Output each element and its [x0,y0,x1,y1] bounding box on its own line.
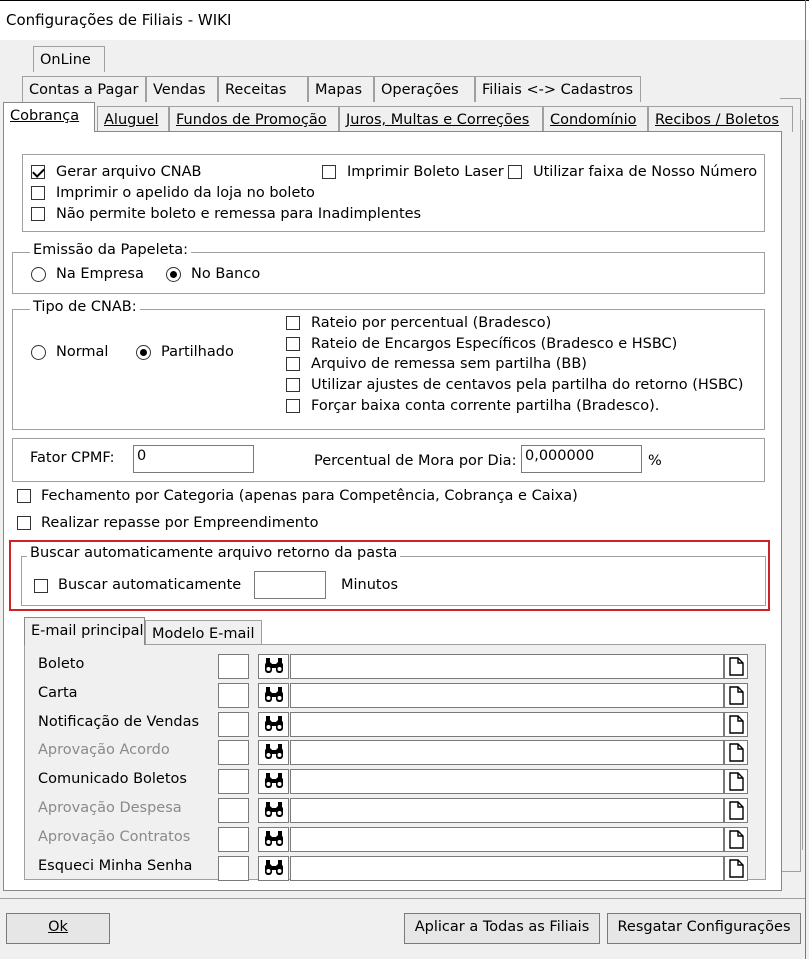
email-name-field[interactable] [290,712,724,737]
email-row-label: Boleto [38,656,85,672]
new-document-icon[interactable] [724,740,748,765]
tab-operacoes[interactable] [374,76,475,102]
tab-juros-multas[interactable] [339,106,543,132]
fator-cpmf-label: Fator CPMF: [30,450,115,466]
tab-recibos-boletos[interactable] [648,106,793,132]
minutos-label: Minutos [341,577,399,593]
window-right-border [805,0,806,959]
normal-label: Normal [56,344,109,360]
tab-label: Receitas [225,82,287,98]
tab-modelo-email[interactable] [145,620,262,644]
footer-divider [0,898,805,899]
binoculars-icon[interactable] [258,856,289,881]
partilhado-label: Partilhado [161,344,234,360]
email-code-input[interactable] [218,712,249,737]
tab-vendas[interactable] [146,76,218,102]
tab-label: Modelo E-mail [152,626,255,642]
remessa-sem-partilha-checkbox[interactable] [286,357,300,371]
buscar-automaticamente-label: Buscar automaticamente [58,577,242,593]
email-row-label: Aprovação Contratos [38,828,191,845]
resgatar-configuracoes-button[interactable] [607,913,801,944]
partilhado-radio[interactable] [136,345,151,360]
window-titlebar [0,0,809,40]
tab-label: Cobrança [10,108,80,124]
forcar-baixa-label: Forçar baixa conta corrente partilha (Bradesco). [311,398,660,414]
tab-label: Filiais <-> Cadastros [482,82,633,98]
mora-unit: % [648,453,662,469]
tab-label: Vendas [153,82,206,98]
tab-cobranca[interactable] [3,102,95,132]
faixa-nosso-numero-label: Utilizar faixa de Nosso Número [533,164,758,180]
email-name-field[interactable] [290,769,724,794]
nao-permite-inadimplentes-label: Não permite boleto e remessa para Inadimplentes [56,206,422,222]
email-row-label: Comunicado Boletos [38,771,187,788]
repasse-empreendimento-checkbox[interactable] [17,516,31,530]
rateio-encargos-label: Rateio de Encargos Específicos (Bradesco e HSBC) [311,336,678,352]
tab-online-label: OnLine [40,52,91,68]
binoculars-icon[interactable] [258,740,289,765]
minutos-input[interactable] [254,571,326,599]
binoculars-icon[interactable] [258,769,289,794]
new-document-icon[interactable] [724,712,748,737]
new-document-icon[interactable] [724,769,748,794]
email-code-input[interactable] [218,856,249,881]
email-name-field[interactable] [290,856,724,881]
aplicar-label: Aplicar a Todas as Filiais [414,919,590,935]
normal-radio[interactable] [31,345,46,360]
tab-label: Juros, Multas e Correções [346,112,530,128]
tab-contas-a-pagar[interactable] [22,76,146,102]
fechamento-categoria-checkbox[interactable] [17,489,31,503]
tab-filiais-cadastros[interactable] [475,76,641,102]
tab-label: E-mail principal [31,623,144,639]
faixa-nosso-numero-checkbox[interactable] [508,165,522,179]
fechamento-categoria-label: Fechamento por Categoria (apenas para Competência, Cobrança e Caixa) [41,488,578,504]
email-row-label: Carta [38,684,78,701]
forcar-baixa-checkbox[interactable] [286,399,300,413]
new-document-icon[interactable] [724,827,748,852]
binoculars-icon[interactable] [258,683,289,708]
tab-label: Fundos de Promoção [176,112,327,128]
tab-mapas[interactable] [308,76,374,102]
email-name-field[interactable] [290,740,724,765]
no-banco-label: No Banco [191,266,261,282]
apelido-loja-label: Imprimir o apelido da loja no boleto [56,185,315,201]
tab-aluguel[interactable] [97,106,169,132]
tab-receitas[interactable] [218,76,308,102]
email-name-field[interactable] [290,683,724,708]
email-code-input[interactable] [218,654,249,679]
tab-fundos-promocao[interactable] [169,106,339,132]
gerar-cnab-checkbox[interactable] [31,165,45,179]
repasse-empreendimento-label: Realizar repasse por Empreendimento [41,515,319,531]
ajustes-centavos-checkbox[interactable] [286,378,300,392]
mora-label: Percentual de Mora por Dia: [314,453,517,469]
ok-button[interactable] [6,913,110,944]
tab-label: Contas a Pagar [29,82,139,98]
email-name-field[interactable] [290,798,724,823]
na-empresa-radio[interactable] [31,267,46,282]
apelido-loja-checkbox[interactable] [31,186,45,200]
rateio-encargos-checkbox[interactable] [286,337,300,351]
resgatar-label: Resgatar Configurações [617,919,791,935]
tab-label: Mapas [315,82,363,98]
remessa-sem-partilha-label: Arquivo de remessa sem partilha (BB) [311,356,587,372]
fator-cpmf-input[interactable]: 0 [133,445,254,473]
tab-online[interactable] [33,46,105,72]
ajustes-centavos-label: Utilizar ajustes de centavos pela partilha do retorno (HSBC) [311,377,744,393]
rateio-percentual-checkbox[interactable] [286,316,300,330]
email-name-field[interactable] [290,654,724,679]
email-row-label: Esqueci Minha Senha [38,857,193,874]
imprimir-laser-label: Imprimir Boleto Laser [347,164,504,180]
tab-panel-back-1 [790,120,803,850]
tab-email-principal[interactable] [24,617,145,645]
buscar-automaticamente-checkbox[interactable] [34,579,48,593]
imprimir-laser-checkbox[interactable] [322,165,336,179]
binoculars-icon[interactable] [258,654,289,679]
window-title: Configurações de Filiais - WIKI [6,11,232,29]
tab-label: Condomínio [550,112,637,128]
emissao-title: Emissão da Papeleta: [30,242,191,258]
email-code-input[interactable] [218,740,249,765]
aplicar-todas-button[interactable] [404,913,600,944]
tab-label: Aluguel [104,112,159,128]
new-document-icon[interactable] [724,683,748,708]
tab-label: Operações [381,82,459,98]
email-code-input[interactable] [218,769,249,794]
new-document-icon[interactable] [724,654,748,679]
binoculars-icon[interactable] [258,798,289,823]
tab-label: Recibos / Boletos [655,112,779,128]
email-code-input[interactable] [218,798,249,823]
new-document-icon[interactable] [724,798,748,823]
mora-input[interactable]: 0,000000 [521,445,642,473]
email-code-input[interactable] [218,683,249,708]
email-code-input[interactable] [218,827,249,852]
buscar-title: Buscar automaticamente arquivo retorno da pasta [27,545,400,561]
binoculars-icon[interactable] [258,712,289,737]
na-empresa-label: Na Empresa [56,266,144,282]
email-row-label: Aprovação Acordo [38,742,170,759]
email-row-label: Notificação de Vendas [38,713,200,730]
rateio-percentual-label: Rateio por percentual (Bradesco) [311,315,552,331]
binoculars-icon[interactable] [258,827,289,852]
tipo-cnab-title: Tipo de CNAB: [30,299,140,315]
new-document-icon[interactable] [724,856,748,881]
ok-label: Ok [48,919,68,935]
nao-permite-inadimplentes-checkbox[interactable] [31,207,45,221]
gerar-cnab-label: Gerar arquivo CNAB [56,164,202,180]
email-row-label: Aprovação Despesa [38,800,182,816]
no-banco-radio[interactable] [166,267,181,282]
email-name-field[interactable] [290,827,724,852]
tab-condominio[interactable] [543,106,648,132]
